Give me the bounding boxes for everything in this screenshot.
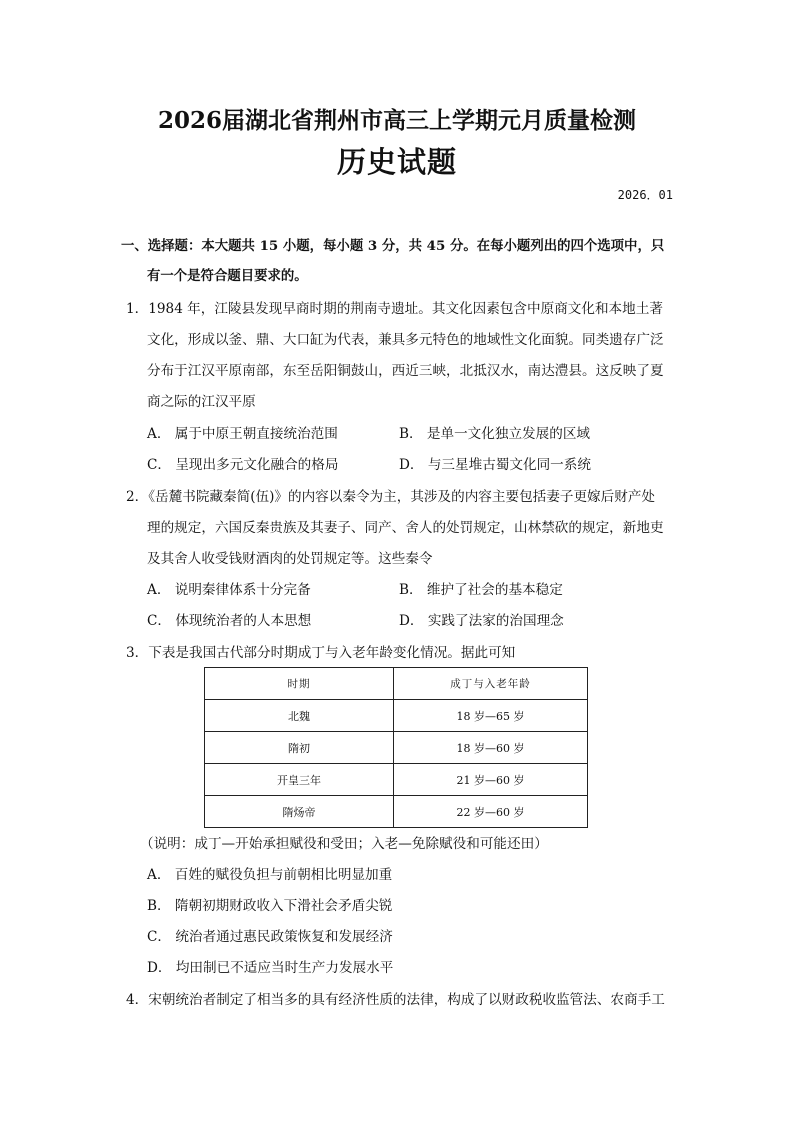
table-row — [205, 732, 588, 764]
q1-option-a: A． 属于中原王朝直接统治范围 — [147, 426, 338, 442]
table-header-age: 成丁与入老年龄 — [394, 668, 588, 700]
table-header-period: 时期 — [205, 668, 394, 700]
q2-option-d: D． 实践了法家的治国理念 — [399, 613, 564, 629]
q1-option-b: B． 是单一文化独立发展的区域 — [399, 426, 591, 442]
table-cell-age: 18 岁—65 岁 — [394, 700, 588, 732]
q1-stem-line3: 分布于江汉平原南部，东至岳阳铜鼓山，西近三峡，北抵汉水，南达澧县。这反映了夏 — [147, 363, 664, 379]
table-row — [205, 700, 588, 732]
table-cell-age: 22 岁—60 岁 — [394, 796, 588, 828]
age-table — [204, 667, 588, 828]
table-header-row — [205, 668, 588, 700]
table-cell-period: 隋初 — [205, 732, 394, 764]
exam-date: 2026．01 — [617, 188, 673, 202]
table-row — [205, 764, 588, 796]
q3-option-c: C． 统治者通过惠民政策恢复和发展经济 — [147, 929, 393, 945]
q2-option-a: A． 说明秦律体系十分完备 — [147, 582, 311, 598]
section-heading-line2: 有一个是符合题目要求的。 — [147, 268, 308, 284]
q3-option-d: D． 均田制已不适应当时生产力发展水平 — [147, 960, 394, 976]
q1-stem-line1: 1．1984 年，江陵县发现早商时期的荆南寺遗址。其文化因素包含中原商文化和本地土著 — [126, 301, 663, 317]
q2-option-c: C． 体现统治者的人本思想 — [147, 613, 312, 629]
q3-table-note: （说明：成丁—开始承担赋役和受田；入老—免除赋役和可能还田） — [140, 836, 548, 852]
q2-stem-line1: 2．《岳麓书院藏秦简(伍)》的内容以秦令为主，其涉及的内容主要包括妻子更嫁后财产处 — [126, 489, 656, 505]
section-heading-line1: 一、选择题：本大题共 15 小题，每小题 3 分，共 45 分。在每小题列出的四个选项中，只 — [121, 238, 665, 254]
q3-stem: 3．下表是我国古代部分时期成丁与入老年龄变化情况。据此可知 — [126, 645, 516, 661]
table-cell-age: 18 岁—60 岁 — [394, 732, 588, 764]
q1-option-d: D． 与三星堆古蜀文化同一系统 — [399, 457, 591, 473]
q2-option-b: B． 维护了社会的基本稳定 — [399, 582, 563, 598]
q2-stem-line3: 及其舍人收受钱财酒肉的处罚规定等。这些秦令 — [147, 551, 433, 567]
table-cell-age: 21 岁—60 岁 — [394, 764, 588, 796]
q1-stem-line2: 文化，形成以釜、鼎、大口缸为代表，兼具多元特色的地域性文化面貌。同类遗存广泛 — [147, 332, 664, 348]
table-cell-period: 开皇三年 — [205, 764, 394, 796]
q3-option-b: B． 隋朝初期财政收入下滑社会矛盾尖锐 — [147, 898, 393, 914]
table-cell-period: 北魏 — [205, 700, 394, 732]
q2-stem-line2: 理的规定，六国反秦贵族及其妻子、同产、舍人的处罚规定，山林禁砍的规定，新地吏 — [147, 520, 664, 536]
q1-stem-line4: 商之际的江汉平原 — [147, 394, 256, 410]
q3-option-a: A． 百姓的赋役负担与前朝相比明显加重 — [147, 867, 393, 883]
q1-option-c: C． 呈现出多元文化融合的格局 — [147, 457, 339, 473]
table-cell-period: 隋炀帝 — [205, 796, 394, 828]
q4-stem-line1: 4．宋朝统治者制定了相当多的具有经济性质的法律，构成了以财政税收监管法、农商手工 — [126, 992, 665, 1008]
exam-title: 2026届湖北省荆州市高三上学期元月质量检测 — [157, 107, 636, 134]
exam-subtitle: 历史试题 — [336, 145, 457, 179]
table-row — [205, 796, 588, 828]
